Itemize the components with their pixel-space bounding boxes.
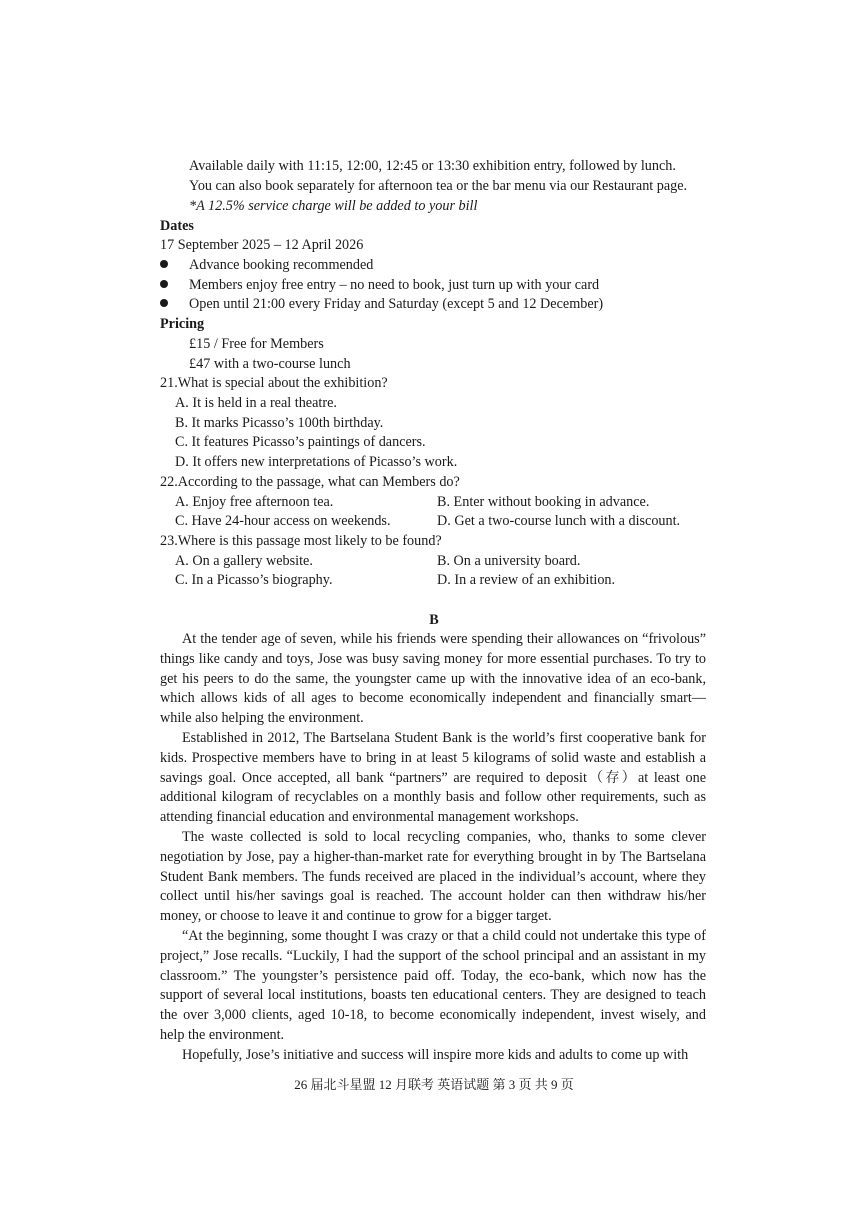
section-b-label: B [429,612,439,628]
question-22-option-a: A. Enjoy free afternoon tea. [175,494,334,510]
question-22-stem: 22.According to the passage, what can Members do? [160,474,460,490]
question-23-option-a: A. On a gallery website. [175,553,313,569]
pricing-heading: Pricing [160,316,205,332]
passage-paragraph-2: Established in 2012, The Bartselana Student Bank is the world’s first cooperative bank for kids. Prospective members have to bring in at least 5 kilograms of solid waste and establish a savings goal. Once accepted, all bank “partners” are required to deposit（存）at least one additional kilogram of recyclables on a monthly basis and follow other requirements, such as attending financial education and environmental management workshops. [160,729,706,826]
dates-range: 17 September 2025 – 12 April 2026 [160,237,364,253]
pricing-line-1: £15 / Free for Members [189,336,324,352]
question-23-stem: 23.Where is this passage most likely to be found? [160,533,442,549]
intro-line-2: You can also book separately for afternoon tea or the bar menu via our Restaurant page. [189,178,688,194]
passage-b [160,630,706,1066]
question-23-option-b: B. On a university board. [437,553,581,569]
question-21-option-b: B. It marks Picasso’s 100th birthday. [175,415,384,431]
question-23-option-d: D. In a review of an exhibition. [437,572,616,588]
passage-paragraph-4: “At the beginning, some thought I was crazy or that a child could not undertake this type of project,” Jose recalls. “Luckily, I had the support of the school principal and an assistant in my classroom.” The youngster’s persistence paid off. Today, the eco-bank, which now has the support of several local institutions, boasts ten educational centers. They are designed to teach the over 3,000 clients, aged 10-18, to become economically independent, invest wisely, and help the environment. [160,927,706,1043]
question-23-option-c: C. In a Picasso’s biography. [175,572,333,588]
intro-line-1: Available daily with 11:15, 12:00, 12:45 or 13:30 exhibition entry, followed by lunch. [189,158,676,174]
pricing-line-2: £47 with a two-course lunch [189,356,351,372]
bullet-dot [160,280,168,288]
question-21-option-d: D. It offers new interpretations of Picasso’s work. [175,454,458,470]
service-charge-note: *A 12.5% service charge will be added to your bill [189,198,478,214]
bullet-dot [160,299,168,307]
passage-paragraph-3: The waste collected is sold to local recycling companies, who, thanks to some clever negotiation by Jose, pay a higher-than-market rate for everything brought in by The Bartselana Student Bank members. The funds received are placed in the individual’s account, where they collect until his/her savings goal is reached. The account holder can then withdraw his/her money, or choose to leave it and continue to grow for a bigger target. [160,828,706,925]
question-21-option-c: C. It features Picasso’s paintings of dancers. [175,434,426,450]
question-22-option-b: B. Enter without booking in advance. [437,494,650,510]
dates-bullet-2: Members enjoy free entry – no need to book, just turn up with your card [189,277,600,293]
question-21-option-a: A. It is held in a real theatre. [175,395,337,411]
question-22-option-c: C. Have 24-hour access on weekends. [175,513,391,529]
question-22-option-d: D. Get a two-course lunch with a discount. [437,513,681,529]
dates-bullet-3: Open until 21:00 every Friday and Saturday (except 5 and 12 December) [189,296,604,312]
passage-paragraph-5: Hopefully, Jose’s initiative and success will inspire more kids and adults to come up with [182,1046,689,1063]
page-footer: 26 届北斗星盟 12 月联考 英语试题 第 3 页 共 9 页 [294,1077,574,1092]
dates-bullet-1: Advance booking recommended [189,257,374,273]
passage-paragraph-1: At the tender age of seven, while his friends were spending their allowances on “frivolous” things like candy and toys, Jose was busy saving money for more essential purchases. To try to get his peers to do the same, the youngster came up with the innovative idea of an eco-bank, which allows kids of all ages to become economically independent and financially smart—while also helping the environment. [160,631,706,727]
dates-heading: Dates [160,218,194,234]
question-21-stem: 21.What is special about the exhibition? [160,375,388,391]
bullet-dot [160,260,168,268]
